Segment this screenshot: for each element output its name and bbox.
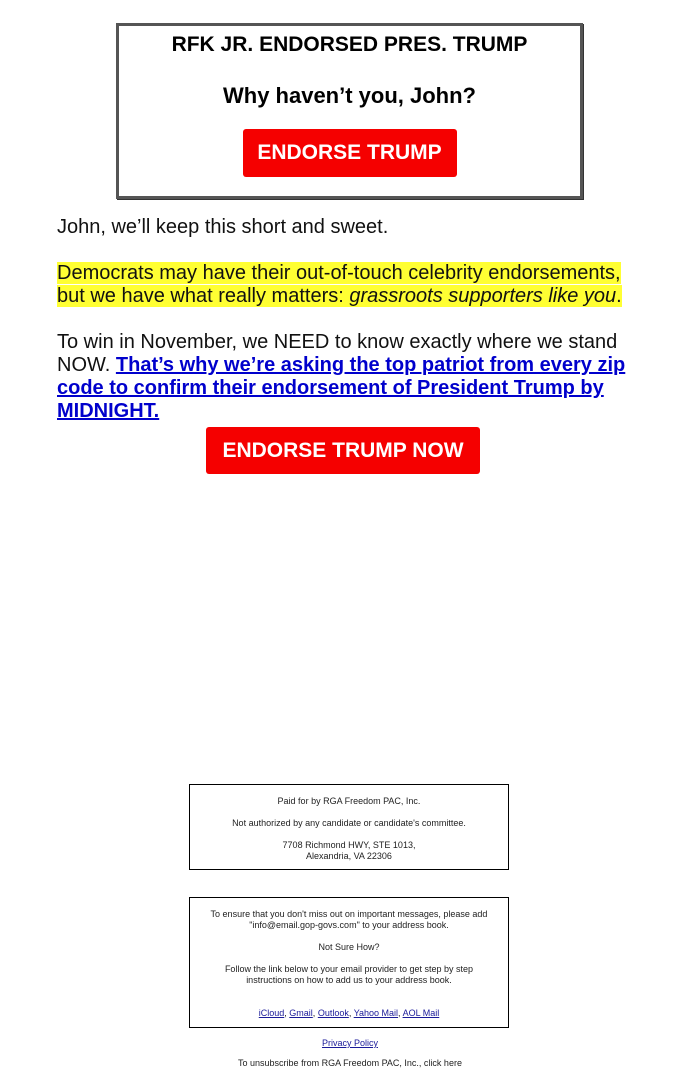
- endorse-trump-button[interactable]: ENDORSE TRUMP: [243, 129, 457, 177]
- endorse-link[interactable]: That’s why we’re asking the top patriot from every zip code to confirm their endorsement of President Trump by MIDNIGHT.: [57, 354, 626, 422]
- cta-text: To win in November, we NEED to know exactly where we stand NOW.: [57, 331, 618, 376]
- not-authorized-text: Not authorized by any candidate or candidate's committee.: [232, 818, 466, 828]
- hero-question: Why haven’t you, John?: [222, 83, 476, 108]
- disclaimer-box: [189, 784, 509, 870]
- separator: ,: [312, 1008, 318, 1018]
- gmail-link[interactable]: Gmail: [289, 1008, 313, 1018]
- highlight-end: .: [616, 285, 622, 307]
- privacy-policy-link[interactable]: Privacy Policy: [321, 1038, 378, 1048]
- hero-box: [116, 23, 583, 199]
- address-line-2: Alexandria, VA 22306: [306, 851, 392, 861]
- follow-text: Follow the link below to your email provider to get step by step instructions on how to add us to your address book.: [224, 964, 474, 985]
- separator: ,: [284, 1008, 290, 1018]
- not-sure-text: Not Sure How?: [318, 942, 380, 952]
- ensure-text: To ensure that you don't miss out on important messages, please add "info@email.gop-govs.com" to your address book.: [210, 909, 488, 930]
- separator: ,: [348, 1008, 354, 1018]
- highlight-text: Democrats may have their out-of-touch celebrity endorsements, but we have what really matters:: [57, 262, 621, 307]
- privacy-row: [0, 1038, 700, 1048]
- highlight-paragraph: [57, 262, 629, 308]
- endorse-trump-now-button[interactable]: ENDORSE TRUMP NOW: [206, 427, 480, 474]
- intro-text: John, we’ll keep this short and sweet.: [57, 216, 389, 238]
- provider-links: [204, 1008, 494, 1019]
- outlook-link[interactable]: Outlook: [317, 1008, 349, 1018]
- unsubscribe-text[interactable]: To unsubscribe from RGA Freedom PAC, Inc., click here: [238, 1058, 462, 1068]
- icloud-link[interactable]: iCloud: [258, 1008, 285, 1018]
- highlight-emphasis: grassroots supporters like you: [349, 285, 617, 307]
- hero-headline: RFK JR. ENDORSED PRES. TRUMP: [171, 33, 528, 56]
- separator: ,: [398, 1008, 403, 1018]
- aol-mail-link[interactable]: AOL Mail: [402, 1008, 440, 1018]
- paid-for-text: Paid for by RGA Freedom PAC, Inc.: [277, 796, 421, 806]
- yahoo-mail-link[interactable]: Yahoo Mail: [353, 1008, 399, 1018]
- email-body: [57, 216, 629, 474]
- address-line-1: 7708 Richmond HWY, STE 1013,: [282, 840, 416, 850]
- cta-paragraph: [57, 331, 629, 423]
- address-book-box: [189, 897, 509, 1028]
